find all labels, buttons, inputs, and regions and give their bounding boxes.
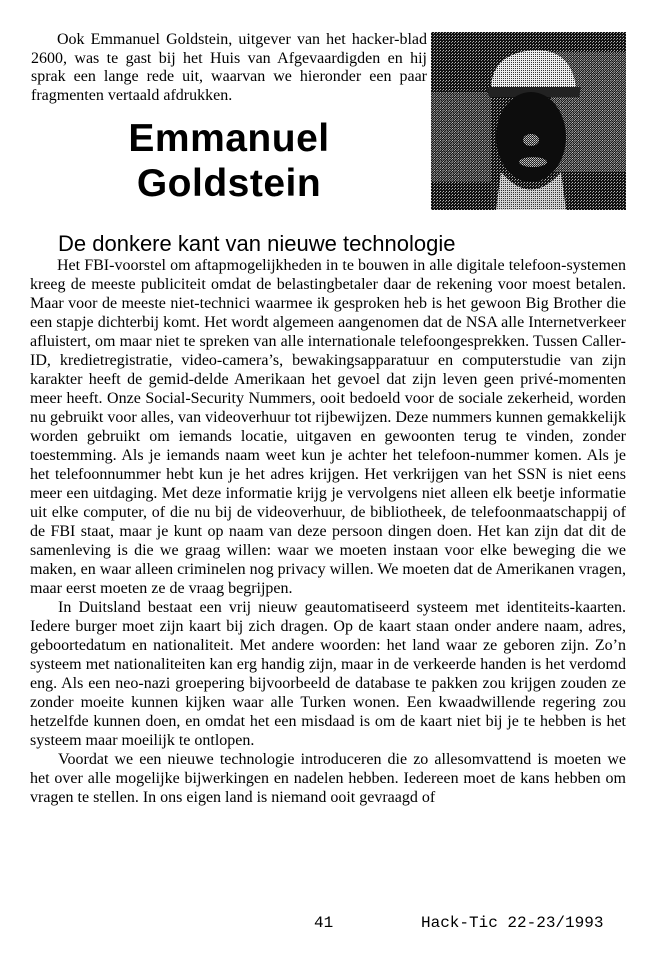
publication-info: Hack-Tic 22-23/1993 (421, 914, 604, 932)
article-paragraph: In Duitsland bestaat een vrij nieuw geautomatiseerd systeem met identiteits-kaarten. Iedere burger moet zijn kaart bij zich dragen. Op de kaart staan onder andere naam, adres, geboortedatum en nationaliteit. Met andere woorden: het land waar ze geboren zijn. Zo’n systeem met nationaliteiten kan erg handig zijn, maar in de verkeerde handen is het verdomd eng. Als een neo-nazi groepering bijvoorbeeld de database te pakken zou krijgen zouden ze zonder moeite kunnen kijken waar alle Turken wonen. Een kwaadwillende regering zou hetzelfde kunnen doen, en omdat het een misdaad is om de kaart niet bij je te hebben is het systeem maar moeilijk te ontlopen. (30, 599, 626, 749)
title-line-2: Goldstein (136, 162, 322, 205)
person-name-title (31, 116, 427, 206)
intro-text: Ook Emmanuel Goldstein, uitgever van het hacker-blad 2600, was te gast bij het Huis van Afgevaardigden en hij sprak een lange rede uit, waarvan we hieronder een paar fragmenten vertaald afdrukken. (31, 31, 427, 104)
article-paragraph: Voordat we een nieuwe technologie introduceren die zo allesomvattend is moeten we het over alle mogelijke bijwerkingen en nadelen hebben. Iedereen moet de kans hebben om vragen te stellen. In ons eigen land is niemand ooit gevraagd of (30, 751, 626, 806)
article-heading: De donkere kant van nieuwe technologie (58, 231, 456, 256)
page-number: 41 (314, 914, 334, 932)
portrait-image (431, 32, 626, 210)
article-body (30, 256, 626, 807)
article-paragraph: Het FBI-voorstel om aftapmogelijkheden in te bouwen in alle digitale telefoon-systemen kreeg de meeste publiciteit omdat de belastingbetaler daar de rekening voor moest betalen. Maar voor de meeste niet-technici waarmee ik gesproken heb is het gewoon Big Brother die een stapje dichterbij komt. Het wordt algemeen aangenomen dat de NSA alle Internetverkeer afluistert, om maar niet te spreken van alle internationale telefoongesprekken. Tussen Caller-ID, kredietregistratie, video-camera’s, bewakingsapparatuur en computerstudie van zijn karakter heeft de gemid-delde Amerikaan het gevoel dat zijn leven geen privé-momenten meer heeft. Onze Social-Security Nummers, ooit bedoeld voor de sociale zekerheid, worden nu gebruikt voor alles, van videoverhuur tot rijbewijzen. Deze nummers kunnen gemakkelijk worden gebruikt om iemands locatie, uitgaven en gewoonten terug te vinden, zonder toestemming. Als je iemands naam weet kun je achter het telefoon-nummer komen. Als je het telefoonnummer hebt kun je het adres krijgen. Het verkrijgen van het SSN is niet eens meer een uitdaging. Met deze informatie krijg je vervolgens niet alleen elk beetje informatie uit elke computer, of die nu bij de videoverhuur, de bibliotheek, de telefoonmaatschappij of de FBI staat, maar je kunt op naam van deze persoon dingen doen. Het kan zijn dat dit de samenleving is die we graag willen: waar we moeten instaan voor elke beweging die we maken, en waar alleen criminelen nog privacy willen. We moeten dat de Amerikanen vragen, maar eerst moeten ze de vraag begrijpen. (30, 257, 626, 597)
title-line-1: Emmanuel (128, 117, 330, 160)
intro-paragraph (31, 31, 427, 105)
portrait-photo (431, 32, 626, 210)
